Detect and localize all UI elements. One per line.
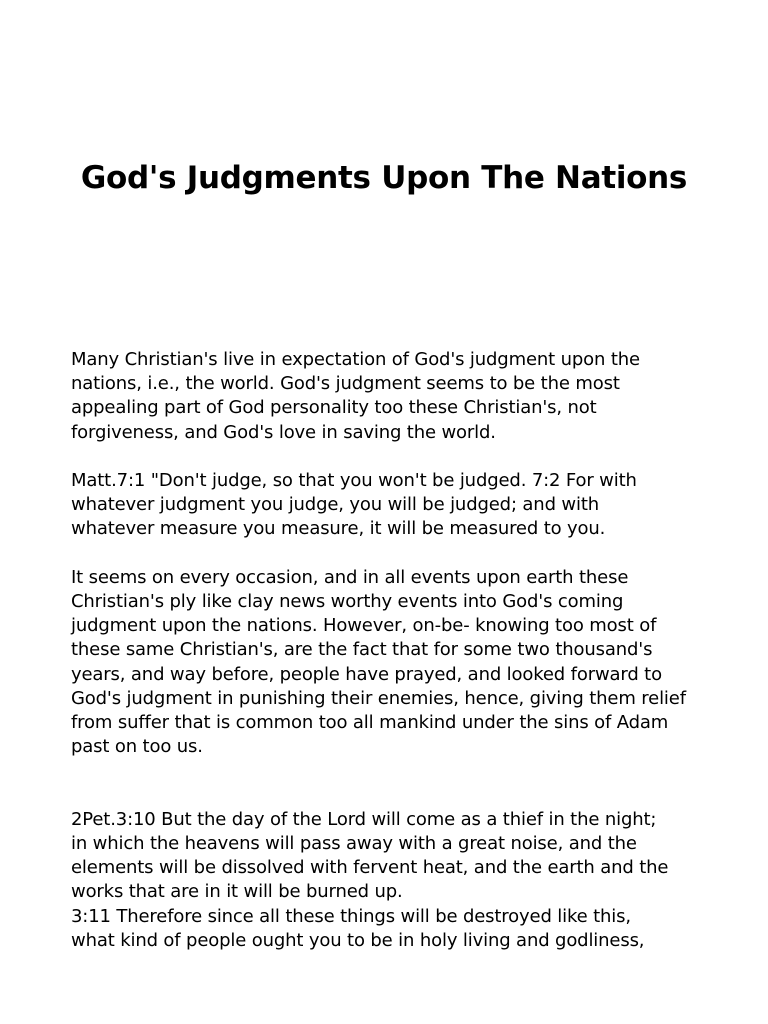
paragraph-intro: Many Christian's live in expectation of God's judgment upon the nations, i.e., the world. God's judgment seems to be the most appealing part of God personality too these Christian's, not forgiveness, and God's love in saving the world. (71, 349, 640, 443)
page-title: God's Judgments Upon The Nations (80, 160, 688, 196)
document-body (71, 348, 711, 953)
paragraph-gap (71, 542, 711, 566)
paragraph-peter-quote: 2Pet.3:10 But the day of the Lord will come as a thief in the night; in which the heavens will pass away with a great noise, and the elements will be dissolved with fervent heat, and the earth and the works that are in it will be burned up. 3:11 Therefore since all these things will be destroyed like this, what kind of people ought you to be in holy living and godliness, (71, 808, 669, 951)
paragraph-gap (71, 759, 711, 783)
paragraph-observation: It seems on every occasion, and in all events upon earth these Christian's ply like clay news worthy events into God's coming judgment upon the nations. However, on-be- knowing too most of these same Christian's, are the fact that for some two thousand's years, and way before, people have prayed, and looked forward to God's judgment in punishing their enemies, hence, giving them relief from suffer that is common too all mankind under the sins of Adam past on too us. (71, 566, 686, 758)
paragraph-gap (71, 445, 711, 469)
paragraph-matthew-quote: Matt.7:1 "Don't judge, so that you won't be judged. 7:2 For with whatever judgment you judge, you will be judged; and with whatever measure you measure, it will be measured to you. (71, 470, 637, 540)
paragraph-gap (71, 784, 711, 808)
